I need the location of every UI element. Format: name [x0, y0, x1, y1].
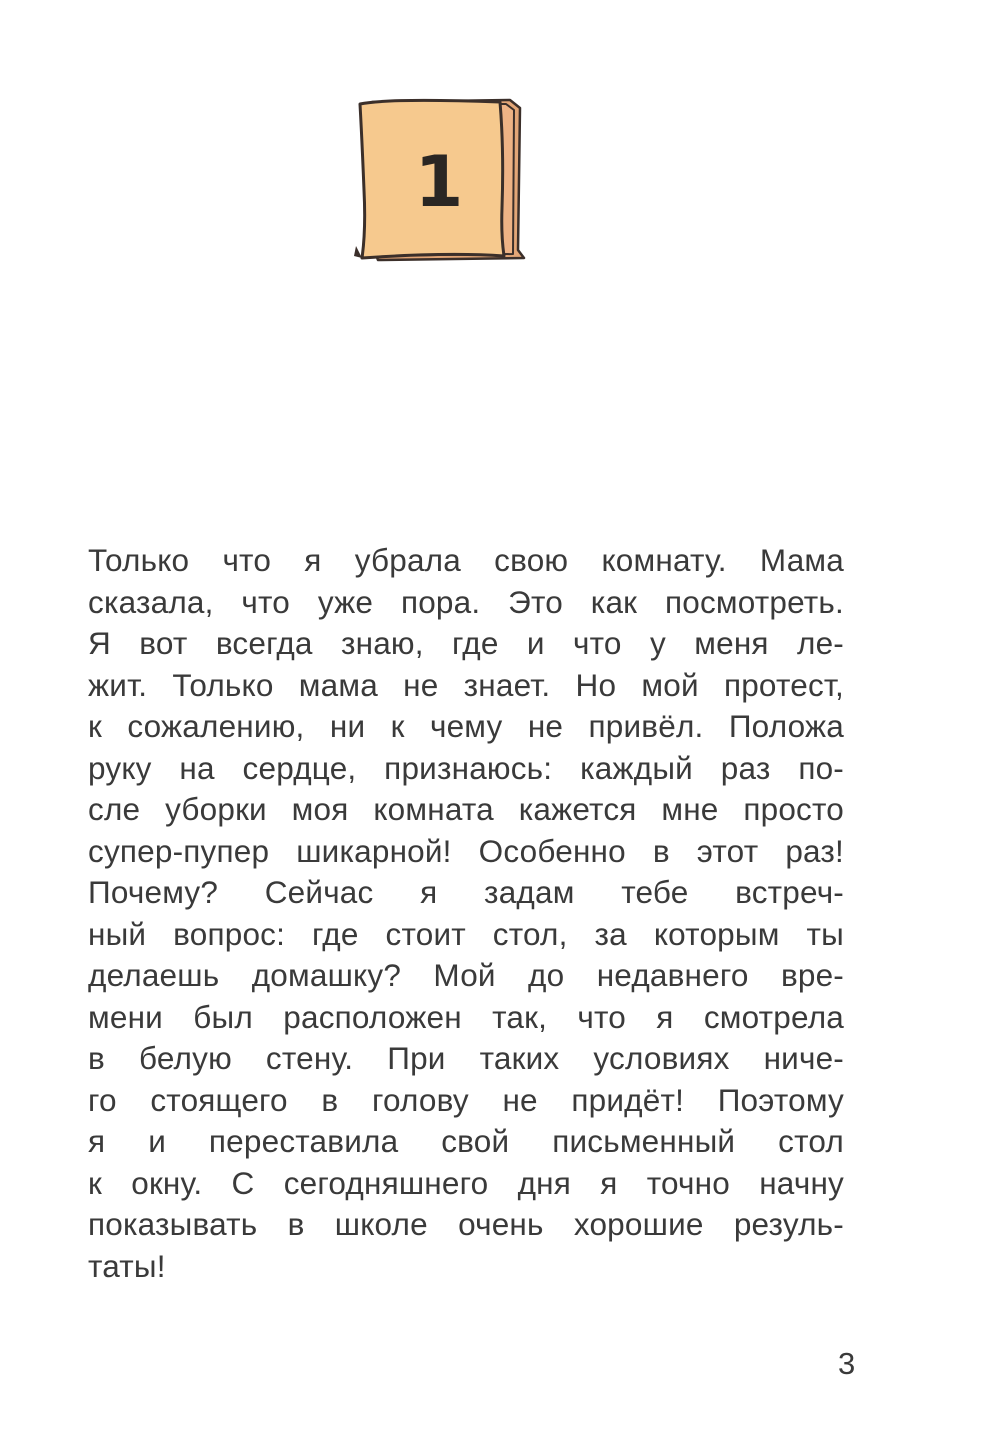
story-line: в белую стену. При таких условиях ниче- [88, 1040, 844, 1076]
story-line: супер-пупер шикарной! Особенно в этот раз! [88, 832, 844, 869]
story-line: я и переставила свой письменный стол [88, 1123, 844, 1159]
story-line: жит. Только мама не знает. Но мой протест, [88, 666, 844, 703]
story-line: показывать в школе очень хорошие резуль- [88, 1206, 844, 1242]
story-line: сказала, что уже пора. Это как посмотреть. [88, 583, 844, 620]
story-line: таты! [88, 1247, 166, 1284]
story-line: Я вот всегда знаю, где и что у меня ле- [88, 625, 844, 661]
story-line: Только что я убрала свою комнату. Мама [88, 542, 844, 578]
story-line: ный вопрос: где стоит стол, за которым ты [88, 915, 844, 952]
chapter-badge [348, 90, 538, 270]
story-line: к сожалению, ни к чему не привёл. Положа [88, 708, 844, 744]
story-line: го стоящего в голову не придёт! Поэтому [88, 1081, 844, 1118]
story-line: мени был расположен так, что я смотрела [88, 998, 844, 1035]
story-line: руку на сердце, признаюсь: каждый раз по- [88, 749, 844, 786]
story-line: делаешь домашку? Мой до недавнего вре- [88, 957, 844, 993]
page-number: 3 [838, 1346, 856, 1381]
story-text [88, 540, 844, 1287]
chapter-number: 1 [414, 141, 464, 223]
story-line: сле уборки моя комната кажется мне просто [88, 791, 844, 827]
story-line: Почему? Сейчас я задам тебе встреч- [88, 874, 844, 910]
story-line: к окну. С сегодняшнего дня я точно начну [88, 1164, 844, 1201]
